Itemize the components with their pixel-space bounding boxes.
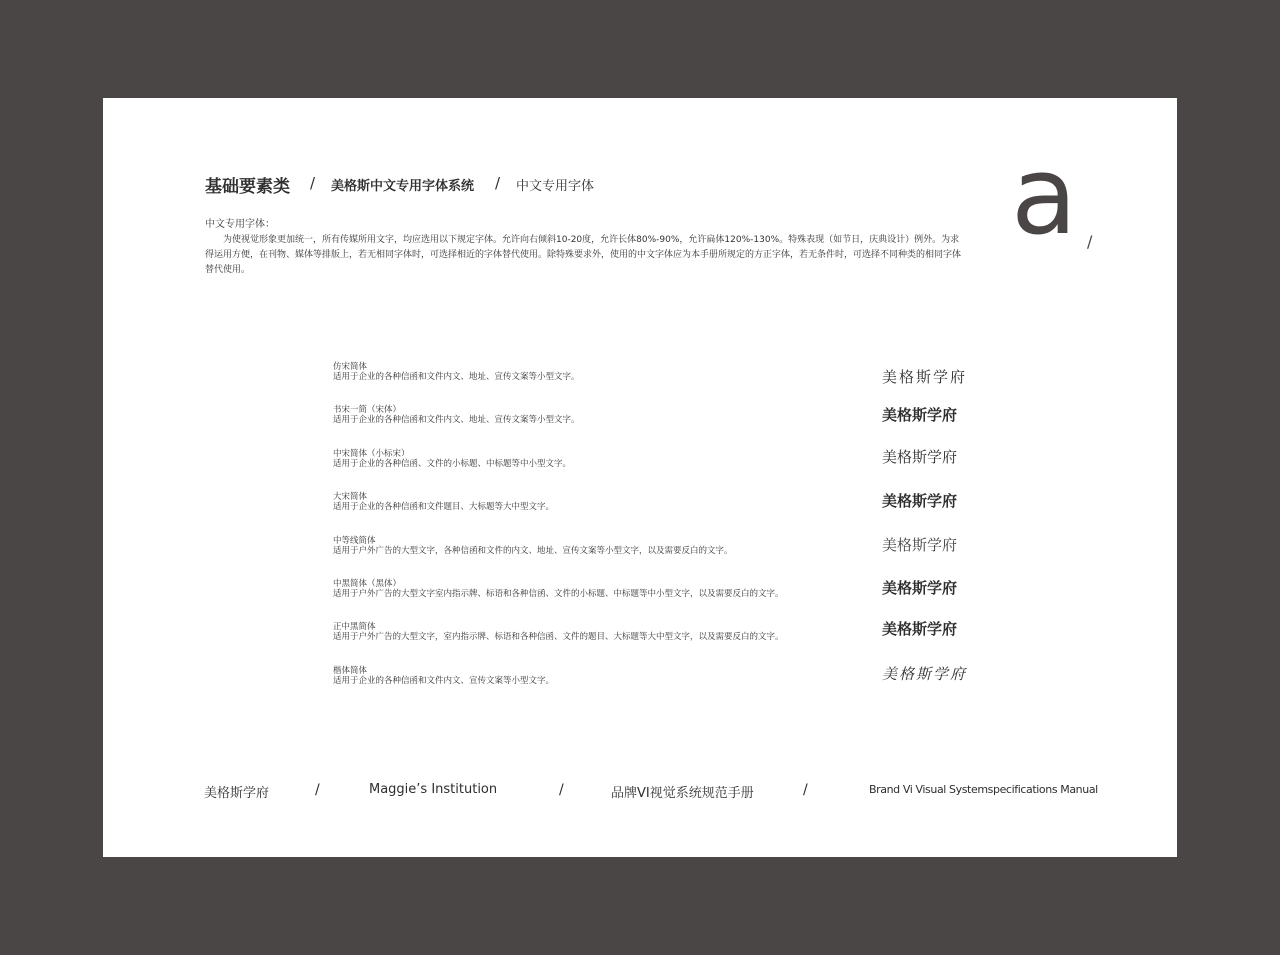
font-sample: 美格斯学府 — [882, 665, 968, 683]
footer-manual-en: Brand Vi Visual Systemspecifications Manual — [869, 783, 1098, 796]
intro-heading: 中文专用字体： — [205, 219, 275, 230]
font-name: 书宋一简（宋体） — [333, 405, 402, 415]
font-sample: 美格斯学府 — [882, 406, 958, 424]
font-usage: 适用于企业的各种信函和文件内文、地址、宣传文案等小型文字。 — [333, 415, 580, 425]
font-usage: 适用于企业的各种信函、文件的小标题、中标题等中小型文字。 — [333, 459, 572, 469]
font-usage: 适用于户外广告的大型文字室内指示牌、标语和各种信函、文件的小标题、中标题等中小型文字，以及需要反白的文字。 — [333, 589, 784, 599]
font-name: 楷体简体 — [333, 666, 368, 676]
breadcrumb-separator: / — [310, 174, 316, 192]
font-usage: 适用于企业的各种信函和文件内文、地址、宣传文案等小型文字。 — [333, 372, 580, 382]
font-name: 中等线简体 — [333, 536, 376, 546]
font-name: 大宋简体 — [333, 492, 368, 502]
font-row — [333, 449, 571, 469]
footer-separator: / — [315, 782, 320, 798]
font-usage: 适用于户外广告的大型文字，室内指示牌、标语和各种信函、文件的题目、大标题等大中型文字，以及需要反白的文字。 — [333, 632, 784, 642]
font-row — [333, 362, 580, 382]
font-name: 正中黑简体 — [333, 622, 376, 632]
font-name: 中黑简体（黑体） — [333, 579, 402, 589]
footer-separator: / — [559, 782, 564, 798]
subsection-title: 美格斯中文专用字体系统 — [331, 179, 475, 194]
footer-brand-cn: 美格斯学府 — [204, 786, 270, 801]
font-name: 中宋简体（小标宋） — [333, 449, 410, 459]
font-row — [333, 579, 784, 599]
font-sample: 美格斯学府 — [882, 492, 958, 510]
font-row — [333, 492, 554, 512]
manual-page — [103, 98, 1177, 857]
font-sample: 美格斯学府 — [882, 448, 958, 466]
breadcrumb-separator: / — [495, 174, 501, 192]
font-sample: 美格斯学府 — [882, 620, 958, 638]
intro-paragraph: 为使视觉形象更加统一，所有传媒所用文字，均应选用以下规定字体。允许向右倾斜10-20度，允许长体80%-90%，允许扁体120%-130%。特殊表现（如节日，庆典设计）例外。为求得运用方便，在刊物、媒体等排版上，若无相同字体时，可选择相近的字体替代使用。除特殊要求外，使用的中文字体应为本手册所规定的方正字体，若无条件时，可选择不同种类的相同字体替代使用。 — [205, 235, 962, 275]
font-sample: 美格斯学府 — [882, 368, 968, 386]
font-row — [333, 622, 784, 642]
font-row — [333, 666, 554, 686]
footer-manual-cn: 品牌VI视觉系统规范手册 — [611, 786, 754, 801]
footer-brand-en: Maggie’s Institution — [369, 782, 498, 797]
font-sample: 美格斯学府 — [882, 579, 958, 597]
section-title: 基础要素类 — [205, 177, 290, 197]
page-title: 中文专用字体 — [516, 179, 595, 194]
font-row — [333, 405, 580, 425]
chapter-letter: a — [1011, 134, 1078, 259]
font-usage: 适用于企业的各种信函和文件内文、宣传文案等小型文字。 — [333, 676, 555, 686]
font-name: 仿宋简体 — [333, 362, 368, 372]
font-row — [333, 536, 733, 556]
font-usage: 适用于企业的各种信函和文件题目、大标题等大中型文字。 — [333, 502, 555, 512]
footer-separator: / — [803, 782, 808, 798]
chapter-slash: / — [1087, 232, 1093, 251]
font-usage: 适用于户外广告的大型文字，各种信函和文件的内文、地址、宣传文案等小型文字，以及需要反白的文字。 — [333, 546, 733, 556]
font-sample: 美格斯学府 — [882, 536, 958, 554]
